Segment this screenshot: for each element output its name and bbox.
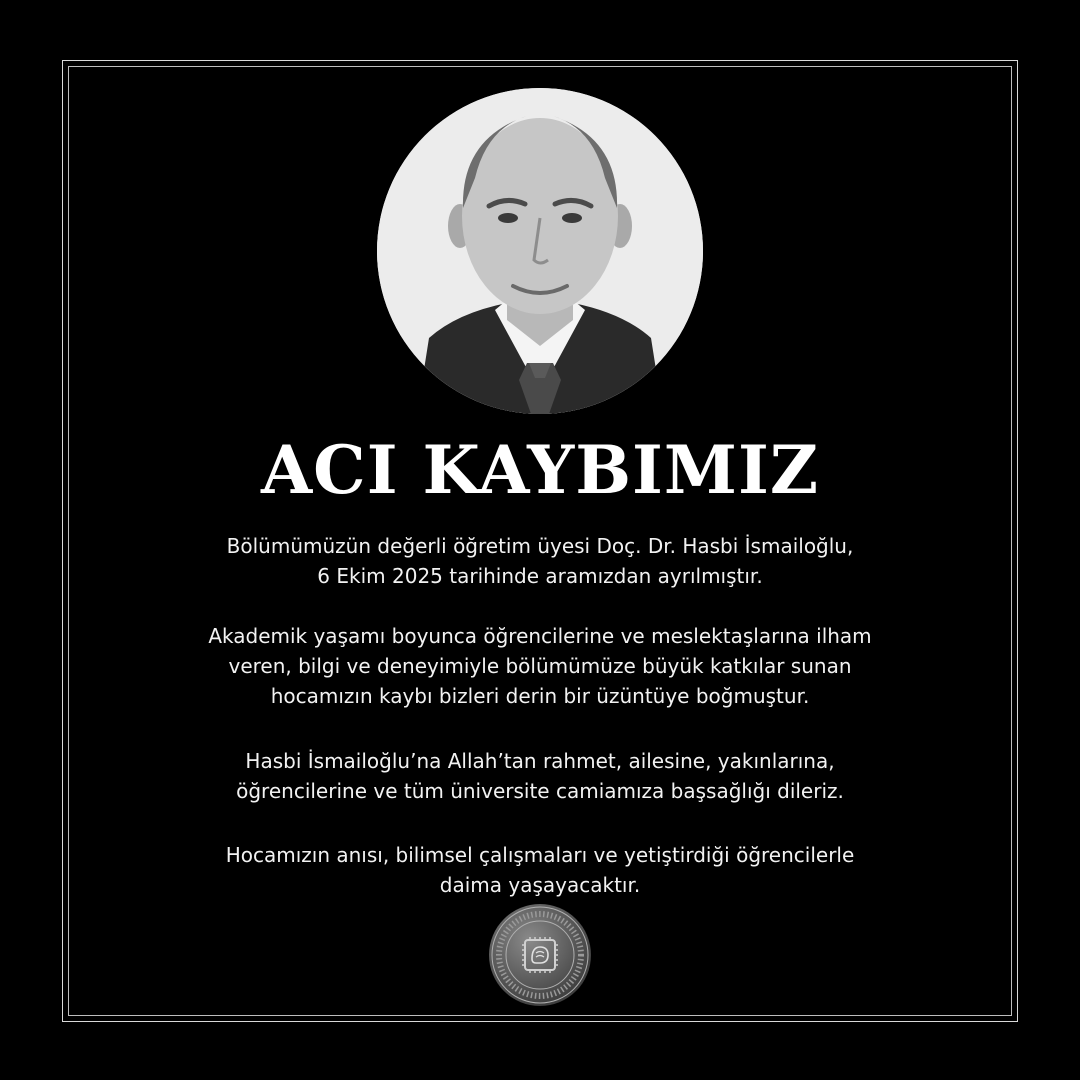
- paragraph-line: Hasbi İsmailoğlu’na Allah’tan rahmet, ailesine, yakınlarına,: [245, 749, 835, 773]
- paragraph-line: daima yaşayacaktır.: [439, 873, 641, 897]
- university-seal-icon: [488, 903, 592, 1007]
- page-title: ACI KAYBIMIZ: [260, 431, 820, 509]
- memory-paragraph: [140, 840, 940, 900]
- portrait-photo-icon: [377, 88, 703, 414]
- condolence-paragraph: [140, 746, 940, 806]
- paragraph-line: Akademik yaşamı boyunca öğrencilerine ve meslektaşlarına ilham: [208, 624, 872, 648]
- paragraph-line: Hocamızın anısı, bilimsel çalışmaları ve yetiştirdiği öğrencilerle: [225, 843, 855, 867]
- paragraph-line: hocamızın kaybı bizleri derin bir üzüntüye boğmuştur.: [270, 684, 810, 708]
- paragraph-line: öğrencilerine ve tüm üniversite camiamıza başsağlığı dileriz.: [236, 779, 844, 803]
- paragraph-line: veren, bilgi ve deneyimiyle bölümümüze büyük katkılar sunan: [228, 654, 852, 678]
- paragraph-line: 6 Ekim 2025 tarihinde aramızdan ayrılmıştır.: [317, 564, 763, 588]
- announcement-paragraph: [140, 531, 940, 591]
- paragraph-line: Bölümümüzün değerli öğretim üyesi Doç. Dr. Hasbi İsmailoğlu,: [226, 534, 854, 558]
- tribute-paragraph: [140, 621, 940, 711]
